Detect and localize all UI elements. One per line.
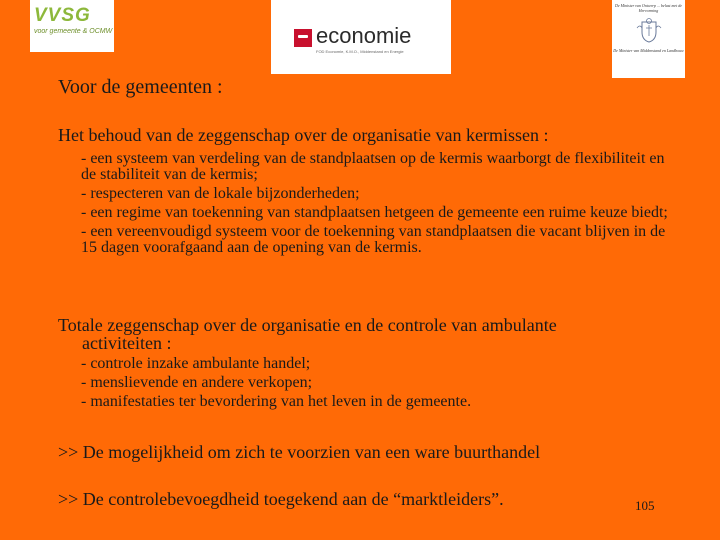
- list-item: - controle inzake ambulante handel;: [81, 355, 311, 372]
- page-number: 105: [635, 498, 655, 513]
- crest-top-text: De Minister van Ontwerp ... belast met de Hervorming: [614, 3, 683, 13]
- economie-logo-subtitle: FOD Economie, K.M.O., Middenstand en Energie: [316, 49, 404, 54]
- kermissen-list: [81, 151, 681, 259]
- vvsg-logo-word: VVSG: [34, 5, 91, 26]
- section-title-ambulante: [58, 316, 658, 352]
- list-item: - een regime van toekenning van standplaatsen hetgeen de gemeente een ruime keuze biedt;: [81, 204, 668, 221]
- economie-logo-word: economie: [316, 23, 412, 48]
- list-item: - een systeem van verdeling van de standplaatsen op de kermis waarborgt de flexibiliteit en de stabiliteit van de kermis;: [81, 150, 665, 183]
- statement-marktleiders: >> De controlebevoegdheid toegekend aan de “marktleiders”.: [58, 489, 504, 509]
- vvsg-logo: [30, 0, 114, 52]
- economie-logo-mark-icon: [294, 29, 312, 47]
- statement-buurthandel: >> De mogelijkheid om zich te voorzien van een ware buurthandel: [58, 442, 541, 462]
- vvsg-logo-subtitle: voor gemeente & OCMW: [34, 28, 113, 35]
- section-title-ambulante-line1: Totale zeggenschap over de organisatie en de controle van ambulante: [58, 315, 557, 335]
- list-item: - menslievende en andere verkopen;: [81, 374, 313, 391]
- list-item: - respecteren van de lokale bijzonderheden;: [81, 185, 360, 202]
- coat-of-arms-icon: [634, 18, 664, 44]
- section-title-ambulante-line2: activiteiten :: [82, 333, 172, 353]
- list-item: - een vereenvoudigd systeem voor de toekenning van standplaatsen die vacant blijven in de 15 dagen voorafgaand aan de opening van de kermis.: [81, 223, 666, 256]
- section-title-kermissen: Het behoud van de zeggenschap over de organisatie van kermissen :: [58, 125, 549, 145]
- ambulante-list: [81, 356, 681, 413]
- list-item: - manifestaties ter bevordering van het leven in de gemeente.: [81, 393, 472, 410]
- economie-logo: [271, 0, 451, 74]
- ministry-crest-logo: [612, 0, 685, 78]
- slide-heading: Voor de gemeenten :: [58, 76, 223, 98]
- crest-bottom-text: De Minister van Middenstand en Landbouw: [613, 48, 684, 53]
